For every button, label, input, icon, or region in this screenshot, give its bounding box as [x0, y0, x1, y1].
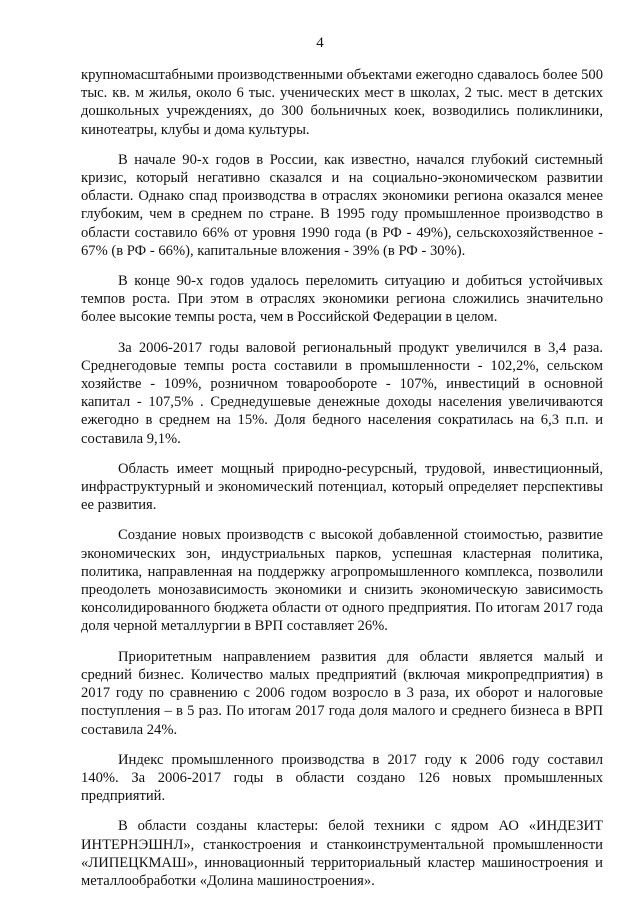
paragraph-small-business: Приоритетным направлением развития для области является малый и средний бизнес. Количество малых предприятий (включая микропредприятия) в 2017 году по сравнению с 2006 годом возросло в 3 раза, их оборот и налоговые поступления – в 5 раз. По итогам 2017 года доля малого и среднего бизнеса в ВРП составила 24%.: [81, 648, 603, 738]
paragraph-clusters: В области созданы кластеры: белой техники с ядром АО «ИНДЕЗИТ ИНТЕРНЭШНЛ», станкостроения и станкоинструментальной промышленности «ЛИПЕЦКМАШ», инновационный территориальный кластер машиностроения и металлообработки «Долина машиностроения».: [81, 818, 603, 889]
page-body: [81, 66, 603, 902]
paragraph-crisis-90s: В начале 90-х годов в России, как известно, начался глубокий системный кризис, который негативно сказался и на социально-экономическом развитии области. Однако спад производства в отраслях экономики региона оказался менее глубоким, чем в среднем по стране. В 1995 году промышленное производство в области составило 66% от уровня 1990 года (в РФ - 49%), сельскохозяйственное - 67% (в РФ - 66%), капитальные вложения - 39% (в РФ - 30%).: [81, 151, 603, 259]
paragraph-recovery: В конце 90-х годов удалось переломить ситуацию и добиться устойчивых темпов роста. При этом в отраслях экономики региона сложились значительно более высокие темпы роста, чем в Российской Федерации в целом.: [81, 273, 603, 326]
page-number: 4: [316, 35, 324, 51]
paragraph-new-production: Создание новых производств с высокой добавленной стоимостью, развитие экономических зон, индустриальных парков, успешная кластерная политика, политика, направленная на поддержку агропромышленного комплекса, позволили преодолеть монозависимость экономики и снизить экономическую зависимость консолидированного бюджета области от одного предприятия. По итогам 2017 года доля черной металлургии в ВРП составляет 26%.: [81, 527, 603, 635]
paragraph-continuation: крупномасштабными производственными объектами ежегодно сдавалось более 500 тыс. кв. м жилья, около 6 тыс. ученических мест в школах, 2 тыс. мест в детских дошкольных учреждениях, до 300 больничных коек, возводились поликлиники, кинотеатры, клубы и дома культуры.: [81, 67, 603, 138]
paragraph-growth-2006-2017: За 2006-2017 годы валовой региональный продукт увеличился в 3,4 раза. Среднегодовые темпы роста составили в промышленности - 102,2%, сельском хозяйстве - 109%, розничном товарообороте - 107%, инвестиций в основной капитал - 107,5% . Среднедушевые денежные доходы населения увеличиваются ежегодно в среднем на 15%. Доля бедного населения сократилась на 6,3 п.п. и составила 9,1%.: [81, 339, 603, 447]
paragraph-potential: Область имеет мощный природно-ресурсный, трудовой, инвестиционный, инфраструктурный и экономический потенциал, который определяет перспективы ее развития.: [81, 460, 603, 514]
paragraph-industrial-index: Индекс промышленного производства в 2017 году к 2006 году составил 140%. За 2006-2017 годы в области создано 126 новых промышленных предприятий.: [81, 751, 603, 805]
